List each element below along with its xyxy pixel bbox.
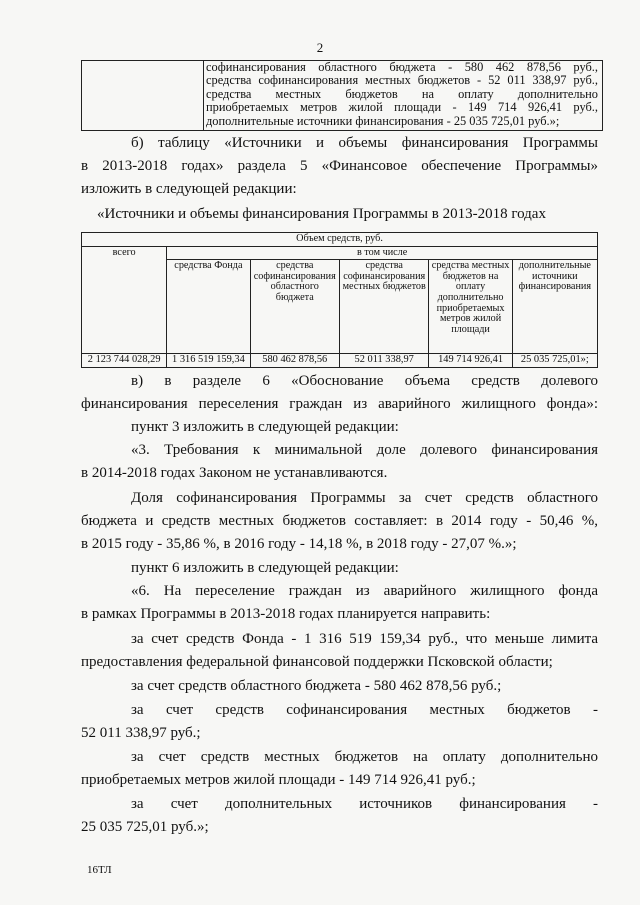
regional-line: за счет средств областного бюджета - 580 462 878,56 руб.;	[131, 678, 502, 694]
para-v-line2: финансирования переселения граждан из аварийного жилищного фонда»:	[81, 396, 598, 412]
item3-line2: в 2014-2018 годах Законом не устанавливаются.	[81, 465, 388, 481]
additional-line1: за счет дополнительных источников финансирования -	[131, 796, 598, 812]
share-line2: бюджета и средств местных бюджетов составляет: в 2014 году - 50,46 %,	[81, 513, 598, 529]
footer-code: 16ТЛ	[87, 864, 112, 876]
share-line1: Доля софинансирования Программы за счет средств областного	[131, 490, 598, 506]
col-additional-header: дополнительные источники финансирования	[512, 260, 597, 354]
fund-line2: предоставления федеральной финансовой поддержки Псковской области;	[81, 654, 553, 670]
local-extra-line2: приобретаемых метров жилой площади - 149 714 926,41 руб.;	[81, 772, 476, 788]
continuation-line: софинансирования областного бюджета - 580 462 878,56 руб.,	[206, 60, 598, 74]
header-main: Объем средств, руб.	[82, 233, 598, 247]
col-regional-header: средства софинансирования областного бюджета	[250, 260, 339, 354]
value-local: 52 011 338,97	[339, 354, 428, 368]
continuation-table-empty-cell	[81, 60, 204, 131]
local-line1: за счет средств софинансирования местных бюджетов -	[131, 702, 598, 718]
share-line3: в 2015 году - 35,86 %, в 2016 году - 14,18 %, в 2018 году - 27,07 %.»;	[81, 536, 517, 552]
continuation-line: дополнительные источники финансирования - 25 035 725,01 руб.»;	[206, 113, 560, 128]
value-fund: 1 316 519 159,34	[167, 354, 250, 368]
local-line2: 52 011 338,97 руб.;	[81, 725, 201, 741]
col-local-extra-header: средства местных бюджетов на оплату дополнительно приобретаемых метров жилой площади	[429, 260, 512, 354]
item6-line2: в рамках Программы в 2013-2018 годах планируется направить:	[81, 606, 491, 622]
header-sub: в том числе	[167, 246, 598, 260]
page-number: 2	[316, 40, 324, 55]
value-local-extra: 149 714 926,41	[429, 354, 512, 368]
item3-intro: пункт 3 изложить в следующей редакции:	[131, 419, 399, 435]
financing-table	[81, 232, 598, 368]
continuation-line: средства софинансирования местных бюджетов - 52 011 338,97 руб.,	[206, 73, 598, 88]
fund-line1: за счет средств Фонда - 1 316 519 159,34 руб., что меньше лимита	[131, 631, 598, 647]
table-title: «Источники и объемы финансирования Программы в 2013-2018 годах	[97, 206, 546, 222]
item3-line1: «3. Требования к минимальной доле долевого финансирования	[131, 442, 598, 458]
col-local-header: средства софинансирования местных бюджетов	[339, 260, 428, 354]
value-additional: 25 035 725,01»;	[512, 354, 597, 368]
col-total-header: всего	[82, 246, 167, 354]
additional-line2: 25 035 725,01 руб.»;	[81, 819, 209, 835]
para-v-line1: в) в разделе 6 «Обоснование объема средств долевого	[131, 373, 598, 389]
item6-intro: пункт 6 изложить в следующей редакции:	[131, 560, 399, 576]
para-b-line2: в 2013-2018 годах» раздела 5 «Финансовое обеспечение Программы»	[81, 158, 598, 174]
continuation-line: приобретаемых метров жилой площади - 149 714 926,41 руб.,	[206, 100, 598, 115]
para-b-line3: изложить в следующей редакции:	[81, 181, 297, 197]
col-fund-header: средства Фонда	[167, 260, 250, 354]
value-total: 2 123 744 028,29	[82, 354, 167, 368]
continuation-table-text	[206, 61, 598, 128]
continuation-line: средства местных бюджетов на оплату дополнительно	[206, 86, 598, 101]
item6-line1: «6. На переселение граждан из аварийного жилищного фонда	[131, 583, 598, 599]
para-b-line1: б) таблицу «Источники и объемы финансирования Программы	[131, 135, 598, 151]
local-extra-line1: за счет средств местных бюджетов на оплату дополнительно	[131, 749, 598, 765]
value-regional: 580 462 878,56	[250, 354, 339, 368]
